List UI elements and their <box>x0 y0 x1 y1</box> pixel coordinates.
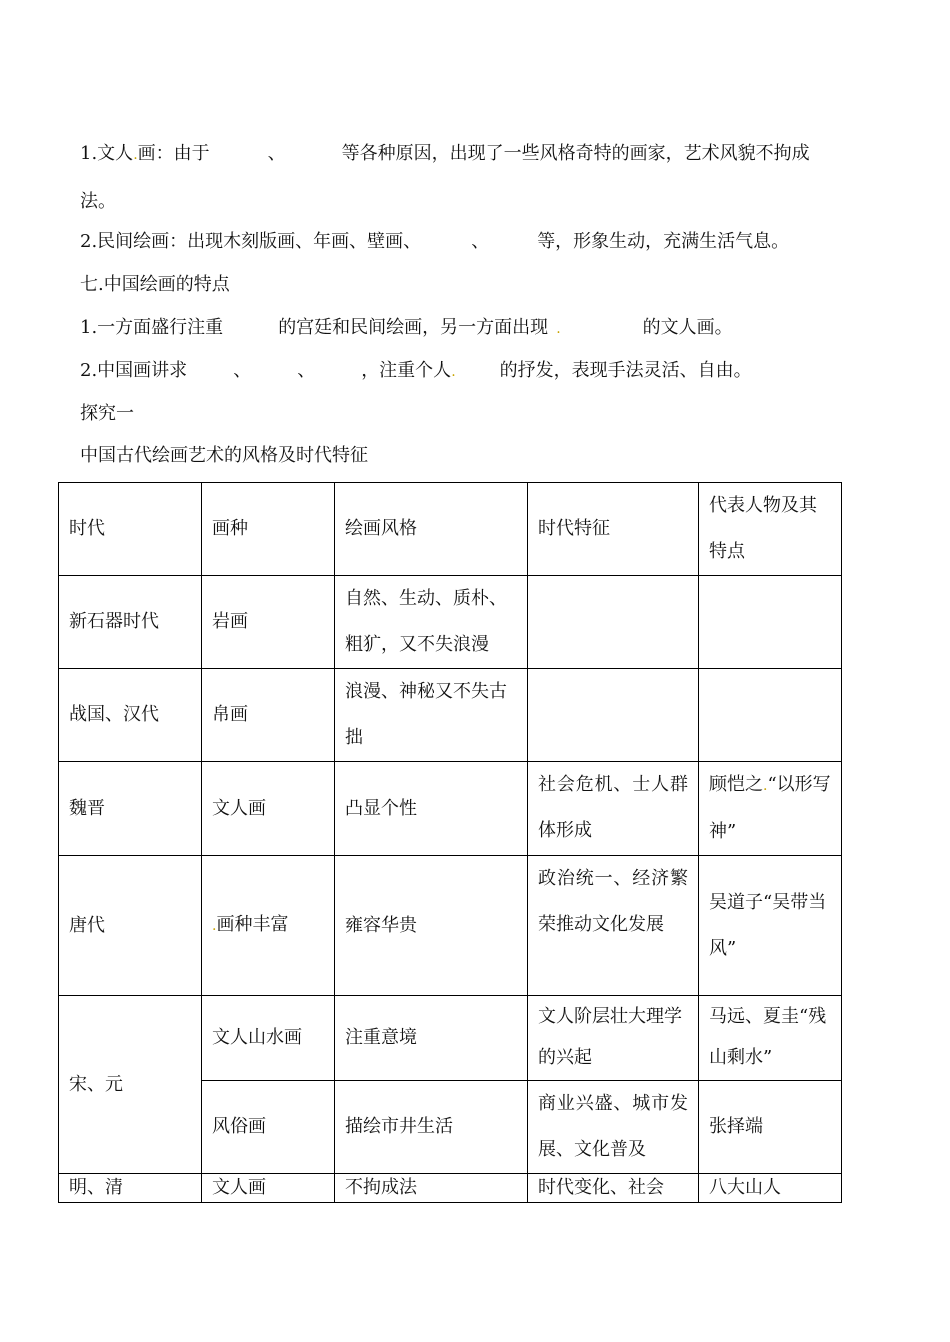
text: 1.文人 <box>80 143 134 164</box>
paragraph-wenrenhua <box>80 142 810 167</box>
cell-feature: 文人阶层壮大理学的兴起 <box>528 996 699 1081</box>
header-cell: 绘画风格 <box>335 483 528 576</box>
cell-genre: 文人山水画 <box>202 996 335 1081</box>
people-note: “以形写神” <box>709 774 831 842</box>
cell-genre: 文人画 <box>202 1174 335 1203</box>
header-cell: 画种 <box>202 483 335 576</box>
header-cell: 代表人物及其特点 <box>699 483 842 576</box>
paragraph-feature-2 <box>80 359 752 384</box>
text: 法。 <box>80 191 116 212</box>
cell-people: 吴道子“吴带当风” <box>699 856 842 996</box>
mark-dot: . <box>133 147 138 163</box>
heading-text: 七.中国绘画的特点 <box>80 274 230 295</box>
text: ，注重个人 <box>361 360 452 381</box>
paragraph-minjian <box>80 230 789 254</box>
header-cell: 时代 <box>59 483 202 576</box>
cell-style: 注重意境 <box>335 996 528 1081</box>
cell-people <box>699 669 842 762</box>
text: 探究一 <box>80 403 134 424</box>
cell-people: 马远、夏圭“残山剩水” <box>699 996 842 1081</box>
table-row <box>59 856 842 996</box>
cell-people: 八大山人 <box>699 1174 842 1203</box>
cell-style: 雍容华贵 <box>335 856 528 996</box>
mark-dot: . <box>763 778 768 794</box>
cell-feature: 社会危机、士人群体形成 <box>528 762 699 856</box>
cell-genre: 岩画 <box>202 576 335 669</box>
section-heading <box>80 273 230 297</box>
paragraph-wenrenhua-cont <box>80 190 116 214</box>
cell-style: 自然、生动、质朴、粗犷，又不失浪漫 <box>335 576 528 669</box>
cell-people <box>699 762 842 856</box>
mark-dot: . <box>212 918 217 934</box>
text: 2.中国画讲求 <box>80 360 188 381</box>
text: 的抒发，表现手法灵活、自由。 <box>499 360 752 381</box>
cell-genre <box>202 856 335 996</box>
text: 、 <box>233 360 252 381</box>
table-row <box>59 996 842 1081</box>
cell-era: 宋、元 <box>59 996 202 1174</box>
people-name: 顾恺之 <box>709 774 763 795</box>
text: 等，形象生动，充满生活气息。 <box>537 231 790 252</box>
cell-era: 魏晋 <box>59 762 202 856</box>
table-row <box>59 576 842 669</box>
table-row <box>59 762 842 856</box>
cell-genre: 风俗画 <box>202 1081 335 1174</box>
paragraph-feature-1 <box>80 316 733 341</box>
cell-people <box>699 576 842 669</box>
cell-feature: 商业兴盛、城市发展、文化普及 <box>528 1081 699 1174</box>
cell-style: 描绘市井生活 <box>335 1081 528 1174</box>
table-title <box>80 444 368 468</box>
cell-era: 战国、汉代 <box>59 669 202 762</box>
text: 2.民间绘画：出现木刻版画、年画、壁画、 <box>80 231 422 252</box>
text: 等各种原因，出现了一些风格奇特的画家，艺术风貌不拘成 <box>341 143 810 164</box>
text: 的宫廷和民间绘画，另一方面出现 <box>278 317 549 338</box>
text: 中国古代绘画艺术的风格及时代特征 <box>80 445 368 466</box>
cell-feature: 政治统一、经济繁荣推动文化发展 <box>528 856 699 996</box>
cell-era: 新石器时代 <box>59 576 202 669</box>
text: 画：由于 <box>137 143 210 164</box>
mark-dot: . <box>556 321 561 337</box>
cell-era: 明、清 <box>59 1174 202 1203</box>
cell-style: 浪漫、神秘又不失古拙 <box>335 669 528 762</box>
genre-text: 画种丰富 <box>216 914 289 935</box>
table-row <box>59 669 842 762</box>
text: 、 <box>267 143 286 164</box>
cell-genre: 文人画 <box>202 762 335 856</box>
era-style-table <box>58 482 842 1203</box>
table-header-row <box>59 483 842 576</box>
header-cell: 时代特征 <box>528 483 699 576</box>
cell-style: 凸显个性 <box>335 762 528 856</box>
explore-label <box>80 402 134 426</box>
cell-style: 不拘成法 <box>335 1174 528 1203</box>
cell-feature <box>528 576 699 669</box>
text: 1.一方面盛行注重 <box>80 317 224 338</box>
cell-era: 唐代 <box>59 856 202 996</box>
cell-feature: 时代变化、社会 <box>528 1174 699 1203</box>
table-row <box>59 1174 842 1203</box>
text: 的文人画。 <box>642 317 733 338</box>
cell-genre: 帛画 <box>202 669 335 762</box>
text: 、 <box>471 231 490 252</box>
text: 、 <box>297 360 316 381</box>
cell-feature <box>528 669 699 762</box>
mark-dot: . <box>451 364 456 380</box>
cell-people: 张择端 <box>699 1081 842 1174</box>
